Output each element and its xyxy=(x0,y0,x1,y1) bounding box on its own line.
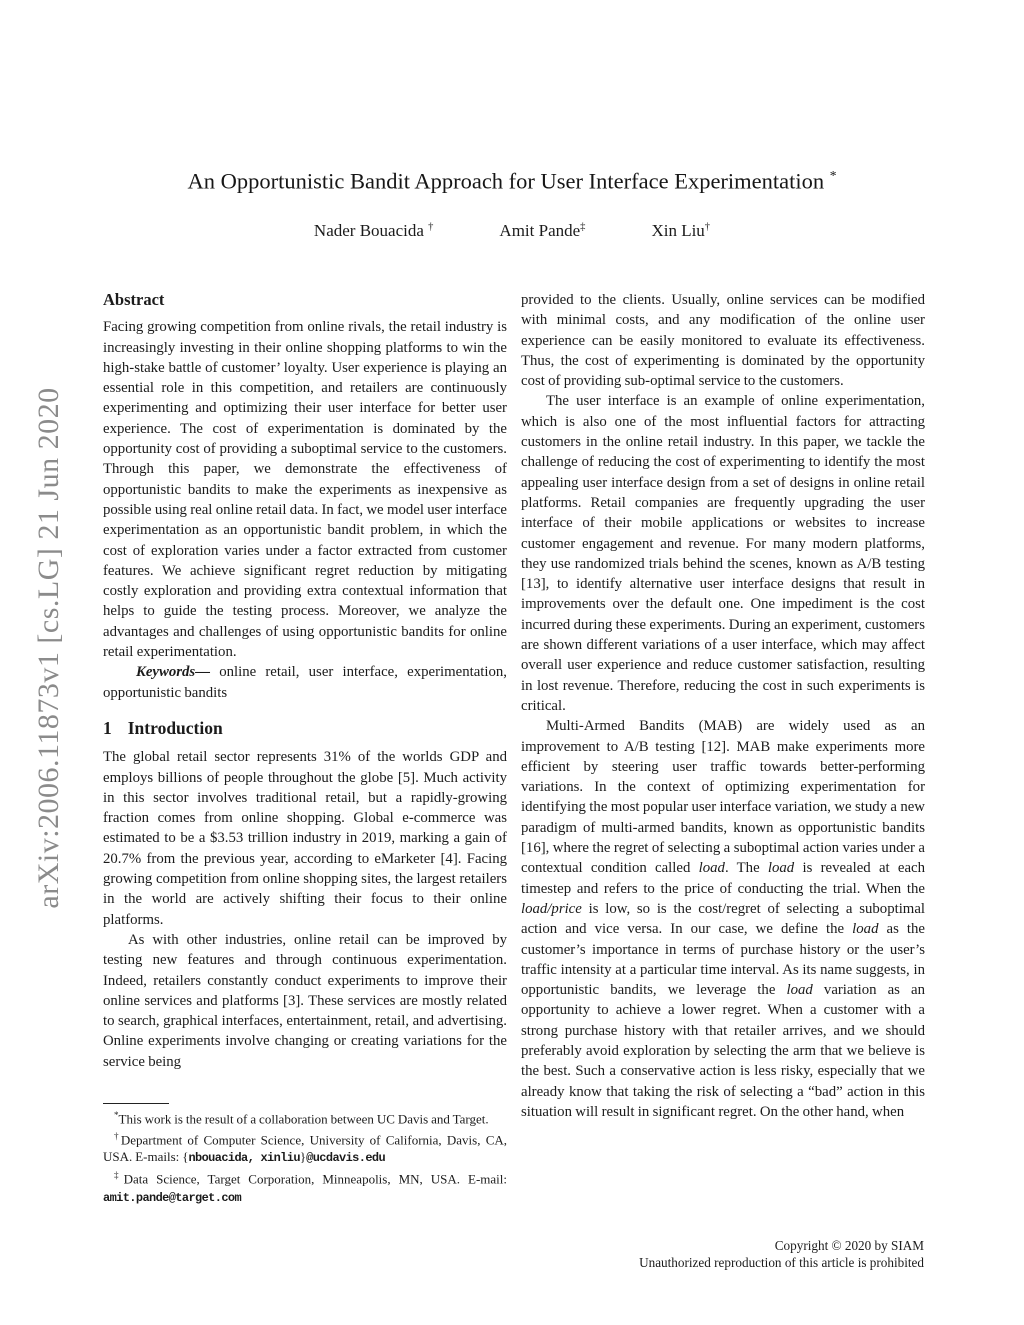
footnotes-block xyxy=(103,1103,507,1207)
section-number: 1 xyxy=(103,717,112,738)
footnote-ucdavis-affiliation: †Department of Computer Science, University of California, Davis, CA, USA. E-mails: {nbouacida, xinliu}@ucdavis.edu xyxy=(103,1130,508,1166)
right-paragraph-1: provided to the clients. Usually, online services can be modified with minimal costs, and any modification of the online user experience can be easily monitored to evaluate its effectiveness. Thus, the cost of experimenting is dominated by the opportunity cost of providing sub-optimal service to the customers. xyxy=(521,292,925,390)
copyright-line-2: Unauthorized reproduction of this article is prohibited xyxy=(639,1254,924,1270)
copyright-notice xyxy=(639,1238,924,1272)
author-3 xyxy=(651,221,710,241)
author-2-affiliation-mark: ‡ xyxy=(580,221,586,233)
author-1-name: Nader Bouacida xyxy=(313,221,429,240)
abstract-text: Facing growing competition from online rivals, the retail industry is increasingly investing in their online shopping platforms to win the high-stake battle of customer’ loyalty. User experience is playing an essential role in this competition, and retailers are continuously experimenting and optimizing their user interface for better user experience. The cost of experimentation is dominated by the opportunity cost of providing a suboptimal service to the customers. Through this paper, we demonstrate the effectiveness of opportunistic bandits to make the experiments as inexpensive as possible using real online retail data. In fact, we model user interface experimentation as an opportunistic bandit problem, in which the cost of exploration varies under a factor extracted from customer features. We achieve significant regret reduction by mitigating costly exploration and providing extra contextual information that helps to guide the testing process. Moreover, we analyze the advantages and challenges of using opportunistic bandits for online retail experimentation. xyxy=(103,319,507,661)
author-3-affiliation-mark: † xyxy=(704,221,711,233)
right-paragraph-3: Multi-Armed Bandits (MAB) are widely used as an improvement to A/B testing [12]. MAB make experiments more efficient by steering user traffic towards better-performing variations. In the context of optimizing experimentation for identifying the most popular user interface variation, we study a new paradigm of multi-armed bandits, known as opportunistic bandits [16], where the regret of selecting a suboptimal action varies under a contextual condition called load. The load is revealed at each timestep and refers to the price of conducting the trial. When the load/price is low, so is the cost/regret of selecting a suboptimal action and vice versa. In our case, we define the load as the customer’s importance in terms of purchase history or the user’s traffic intensity at a particular time interval. As its name suggests, in opportunistic bandits, we leverage the load variation as an opportunity to achieve a lower regret. When a customer with a strong purchase history with that retailer arrives, and we should preferably avoid exploration by selecting the arm that we believe is the best. Such a conservative action is less risky, especially that we already know that taking the risk of selecting a “bad” action in this situation will result in significant regret. On the other hand, when xyxy=(521,718,925,1120)
author-3-name: Xin Liu xyxy=(651,221,705,240)
right-column xyxy=(521,290,925,1192)
paper-title-text: An Opportunistic Bandit Approach for User Interface Experimentation xyxy=(187,168,830,194)
keywords-line: Keywords— online retail, user interface, experimentation, opportunistic bandits xyxy=(103,664,507,701)
title-footnote-mark: * xyxy=(829,168,837,183)
section-heading-introduction xyxy=(103,718,507,738)
footnote-collaboration: *This work is the result of a collaboration between UC Davis and Target. xyxy=(114,1110,489,1127)
author-2 xyxy=(499,221,585,241)
right-paragraph-2: The user interface is an example of online experimentation, which is also one of the most influential factors for attracting customers in the online retail industry. In this paper, we tackle the challenge of reducing the cost of experimenting to identify the most appealing user interface design from a set of designs in online retail platforms. Retail companies are frequently upgrading the user interface of their mobile applications or websites to increase customer engagement and revenue. For many modern platforms, they use randomized trials behind the scenes, known as A/B testing [13], to identify alternative user interface designs that result in improvements over the default one. One impediment is the cost incurred during these experiments. During an experiment, customers are shown different variations of a user interface, which may affect overall user experience and reduce customer satisfaction, resulting in lost revenue. Therefore, reducing the cost in such experiments is critical. xyxy=(521,393,925,714)
footnote-target-affiliation: ‡Data Science, Target Corporation, Minneapolis, MN, USA. E-mail: amit.pande@target.com xyxy=(103,1170,508,1205)
intro-paragraph-2: As with other industries, online retail can be improved by testing new features and through continuous experimentation. Indeed, retailers constantly conduct experiments to improve their online services and platforms [3]. These services are mostly related to search, graphical interfaces, entertainment, retail, and advertising. Online experiments involve changing or creating variations for the service being xyxy=(103,931,507,1070)
footnote-rule xyxy=(103,1103,169,1104)
author-2-name: Amit Pande xyxy=(499,221,581,240)
author-1 xyxy=(314,221,434,241)
left-column xyxy=(103,290,507,1102)
copyright-line-1: Copyright © 2020 by SIAM xyxy=(774,1238,924,1253)
author-1-affiliation-mark: † xyxy=(428,221,434,233)
abstract-heading: Abstract xyxy=(103,290,165,309)
paper-title xyxy=(0,168,1024,195)
author-list xyxy=(0,221,1024,241)
arxiv-watermark: arXiv:2006.11873v1 [cs.LG] 21 Jun 2020 xyxy=(32,387,65,909)
intro-paragraph-1: The global retail sector represents 31% of the worlds GDP and employs billions of people throughout the globe [5]. Much activity in this sector involves traditional retail, but a rapidly-growing fraction comes from online shopping. Global e-commerce was estimated to be a $3.53 trillion industry in 2019, marking a gain of 20.7% from the previous year, according to eMarketer [4]. Facing growing competition from online shopping sites, the largest retailers in the world are actively shifting their focus to their online platforms. xyxy=(103,749,507,928)
section-title: Introduction xyxy=(127,717,223,738)
